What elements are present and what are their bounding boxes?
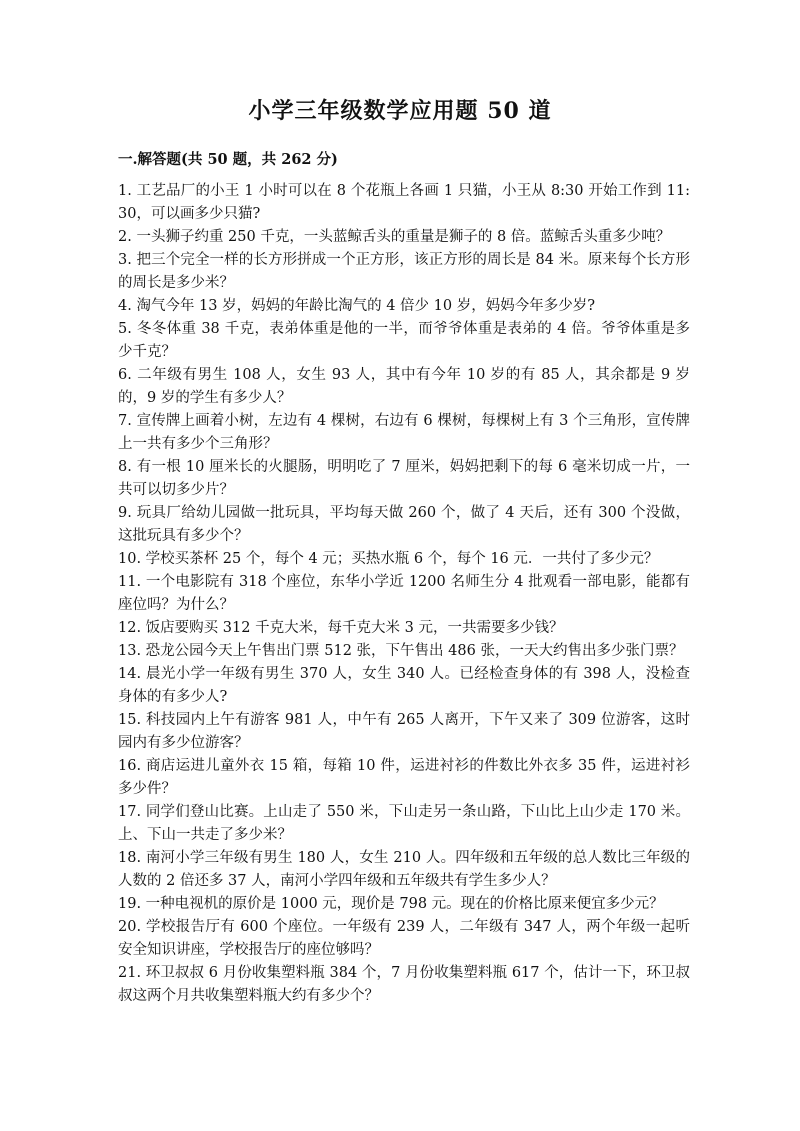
question-list bbox=[118, 180, 690, 1008]
question-item: 7. 宣传牌上画着小树，左边有 4 棵树，右边有 6 棵树，每棵树上有 3 个三角形，宣传牌上一共有多少个三角形？ bbox=[118, 413, 690, 452]
question-item: 16. 商店运进儿童外衣 15 箱，每箱 10 件，运进衬衫的件数比外衣多 35 件，运进衬衫多少件？ bbox=[118, 758, 690, 797]
question-item: 11. 一个电影院有 318 个座位，东华小学近 1200 名师生分 4 批观看一部电影，能都有座位吗？为什么？ bbox=[118, 574, 690, 613]
question-item: 18. 南河小学三年级有男生 180 人，女生 210 人。四年级和五年级的总人数比三年级的人数的 2 倍还多 37 人，南河小学四年级和五年级共有学生多少人？ bbox=[118, 850, 690, 889]
section-heading: 一.解答题(共 50 题，共 262 分) bbox=[118, 151, 338, 168]
question-item: 5. 冬冬体重 38 千克，表弟体重是他的一半，而爷爷体重是表弟的 4 倍。爷爷体重是多少千克？ bbox=[118, 321, 690, 360]
question-item: 10. 学校买茶杯 25 个，每个 4 元；买热水瓶 6 个，每个 16 元．一共付了多少元？ bbox=[118, 551, 659, 567]
question-item: 3. 把三个完全一样的长方形拼成一个正方形，该正方形的周长是 84 米。原来每个长方形的周长是多少米？ bbox=[118, 252, 690, 291]
question-item: 20. 学校报告厅有 600 个座位。一年级有 239 人，二年级有 347 人，两个年级一起听安全知识讲座，学校报告厅的座位够吗？ bbox=[118, 919, 690, 958]
question-item: 15. 科技园内上午有游客 981 人，中午有 265 人离开，下午又来了 309 位游客，这时园内有多少位游客？ bbox=[118, 712, 690, 751]
question-item: 8. 有一根 10 厘米长的火腿肠，明明吃了 7 厘米，妈妈把剩下的每 6 毫米切成一片，一共可以切多少片？ bbox=[118, 459, 690, 498]
question-item: 4. 淘气今年 13 岁，妈妈的年龄比淘气的 4 倍少 10 岁，妈妈今年多少岁? bbox=[118, 298, 595, 314]
question-item: 21. 环卫叔叔 6 月份收集塑料瓶 384 个，7 月份收集塑料瓶 617 个，估计一下，环卫叔叔这两个月共收集塑料瓶大约有多少个？ bbox=[118, 965, 690, 1004]
question-item: 12. 饭店要购买 312 千克大米，每千克大米 3 元，一共需要多少钱？ bbox=[118, 620, 564, 636]
question-item: 14. 晨光小学一年级有男生 370 人，女生 340 人。已经检查身体的有 398 人，没检查身体的有多少人? bbox=[118, 666, 690, 705]
question-item: 13. 恐龙公园今天上午售出门票 512 张，下午售出 486 张，一天大约售出多少张门票？ bbox=[118, 643, 684, 659]
question-item: 19. 一种电视机的原价是 1000 元，现价是 798 元。现在的价格比原来便宜多少元？ bbox=[118, 896, 664, 912]
document-title: 小学三年级数学应用题 50 道 bbox=[248, 98, 552, 124]
question-item: 17. 同学们登山比赛。上山走了 550 米，下山走另一条山路，下山比上山少走 170 米。上、下山一共走了多少米？ bbox=[118, 804, 690, 843]
question-item: 1. 工艺品厂的小王 1 小时可以在 8 个花瓶上各画 1 只猫，小王从 8:30 开始工作到 11:30，可以画多少只猫? bbox=[118, 183, 690, 222]
question-item: 2. 一头狮子约重 250 千克，一头蓝鲸舌头的重量是狮子的 8 倍。蓝鲸舌头重多少吨？ bbox=[118, 229, 671, 245]
question-item: 6. 二年级有男生 108 人，女生 93 人，其中有今年 10 岁的有 85 人，其余都是 9 岁的，9 岁的学生有多少人？ bbox=[118, 367, 690, 406]
question-item: 9. 玩具厂给幼儿园做一批玩具，平均每天做 260 个，做了 4 天后，还有 300 个没做，这批玩具有多少个？ bbox=[118, 505, 690, 544]
